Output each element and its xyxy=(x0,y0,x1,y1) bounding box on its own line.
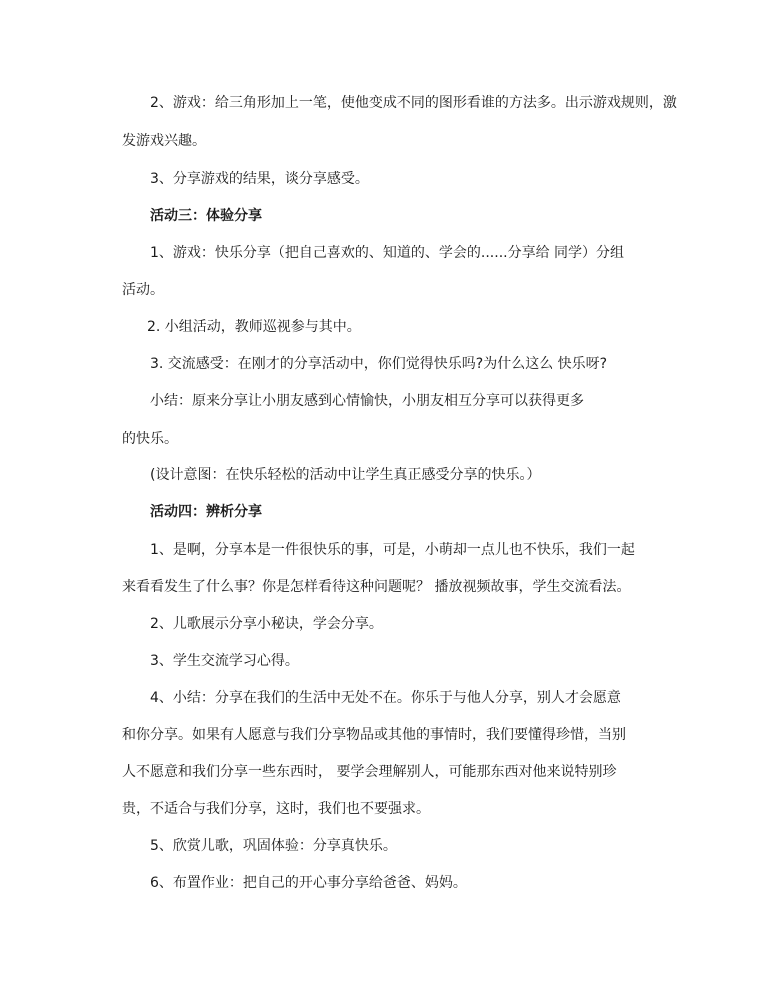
paragraph-line: 1、游戏：快乐分享（把自己喜欢的、知道的、学会的......分享给 同学）分组 xyxy=(150,245,625,261)
paragraph-line: 3、学生交流学习心得。 xyxy=(150,653,299,669)
paragraph-line: 发游戏兴趣。 xyxy=(122,133,206,149)
paragraph-line: 来看看发生了什么事？你是怎样看待这种问题呢？ 播放视频故事，学生交流看法。 xyxy=(122,579,631,595)
paragraph-line: 2. 小组活动，教师巡视参与其中。 xyxy=(147,319,361,335)
paragraph-line: 活动。 xyxy=(122,282,164,298)
paragraph-line: 贵，不适合与我们分享，这时，我们也不要强求。 xyxy=(122,801,430,817)
paragraph-line: 人不愿意和我们分享一些东西时， 要学会理解别人，可能那东西对他来说特别珍 xyxy=(122,764,617,780)
paragraph-line: 的快乐。 xyxy=(122,431,178,447)
paragraph-line: 小结：原来分享让小朋友感到心情愉快，小朋友相互分享可以获得更多 xyxy=(150,393,584,409)
paragraph-line: 1、是啊，分享本是一件很快乐的事，可是，小萌却一点儿也不快乐，我们一起 xyxy=(150,542,635,558)
paragraph-line: 3. 交流感受：在刚才的分享活动中，你们觉得快乐吗?为什么这么 快乐呀? xyxy=(150,356,608,372)
paragraph-line: 3、分享游戏的结果，谈分享感受。 xyxy=(150,171,369,187)
paragraph-line: 2、游戏：给三角形加上一笔，使他变成不同的图形看谁的方法多。出示游戏规则，激 xyxy=(150,95,677,111)
section-heading: 活动三：体验分享 xyxy=(150,208,262,224)
paragraph-line: 5、欣赏儿歌，巩固体验：分享真快乐。 xyxy=(150,838,397,854)
paragraph-line: 和你分享。如果有人愿意与我们分享物品或其他的事情时，我们要懂得珍惜，当别 xyxy=(122,727,626,743)
paragraph-line: 2、儿歌展示分享小秘诀，学会分享。 xyxy=(150,616,383,632)
section-heading: 活动四：辨析分享 xyxy=(150,504,262,520)
paragraph-line: 6、布置作业：把自己的开心事分享给爸爸、妈妈。 xyxy=(150,875,467,891)
paragraph-line: 4、小结：分享在我们的生活中无处不在。你乐于与他人分享，别人才会愿意 xyxy=(150,690,621,706)
paragraph-line: (设计意图：在快乐轻松的活动中让学生真正感受分享的快乐。） xyxy=(150,467,541,483)
